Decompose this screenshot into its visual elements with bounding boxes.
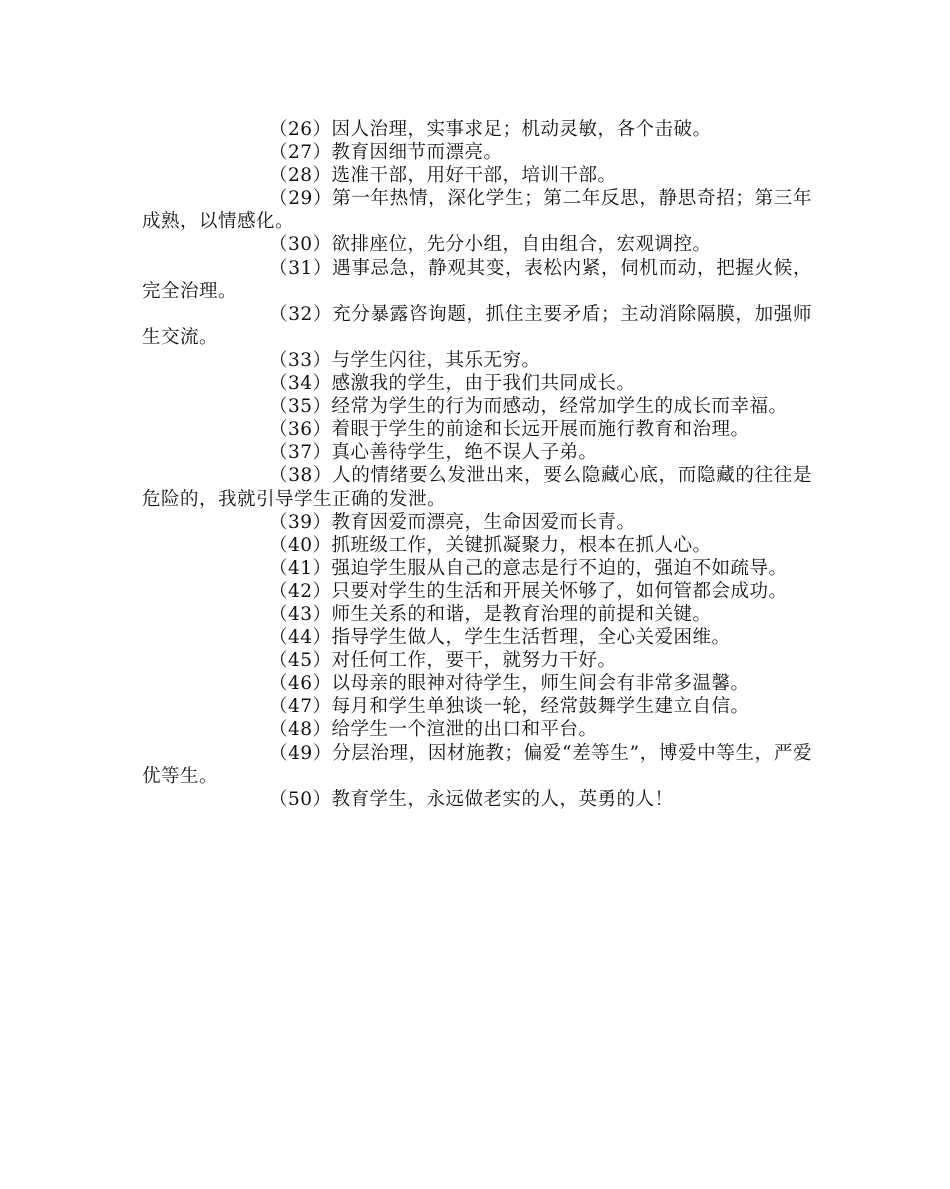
list-item-36: （36）着眼于学生的前途和长远开展而施行教育和治理。 bbox=[269, 419, 750, 441]
list-item-27: （27）教育因细节而漂亮。 bbox=[269, 142, 503, 164]
list-item-37: （37）真心善待学生，绝不误人子弟。 bbox=[269, 442, 598, 464]
list-item-50: （50）教育学生，永远做老实的人，英勇的人！ bbox=[269, 788, 674, 810]
list-item-47: （47）每月和学生单独谈一轮，经常鼓舞学生建立自信。 bbox=[269, 696, 750, 718]
list-item-38: （38）人的情绪要么发泄出来，要么隐藏心底，而隐藏的往往是危险的，我就引导学生正确的发泄。 bbox=[142, 465, 812, 510]
list-item-40: （40）抓班级工作，关键抓凝聚力，根本在抓人心。 bbox=[269, 534, 712, 556]
list-item-26: （26）因人治理，实事求足；机动灵敏，各个击破。 bbox=[269, 119, 712, 140]
list-item-32: （32）充分暴露咨询题，抓住主要矛盾；主动消除隔膜，加强师生交流。 bbox=[142, 303, 812, 348]
list-item-30: （30）欲排座位，先分小组，自由组合，宏观调控。 bbox=[269, 234, 712, 256]
list-item-35: （35）经常为学生的行为而感动，经常加学生的成长而幸福。 bbox=[269, 396, 788, 418]
list-item-46: （46）以母亲的眼神对待学生，师生间会有非常多温馨。 bbox=[269, 673, 750, 695]
list-item-49: （49）分层治理，因材施教；偏爱“差等生”，博爱中等生，严爱优等生。 bbox=[142, 742, 812, 787]
list-item-28: （28）选准干部，用好干部，培训干部。 bbox=[269, 165, 617, 187]
list-item-43: （43）师生关系的和谐，是教育治理的前提和关键。 bbox=[269, 603, 712, 625]
list-item-42: （42）只要对学生的生活和开展关怀够了，如何管都会成功。 bbox=[269, 580, 788, 602]
list-item-45: （45）对任何工作，要干，就努力干好。 bbox=[269, 650, 617, 672]
list-item-31: （31）遇事忌急，静观其变，表松内紧，伺机而动，把握火候，完全治理。 bbox=[142, 257, 812, 302]
list-item-33: （33）与学生闪往，其乐无穷。 bbox=[269, 349, 541, 371]
list-item-29: （29）第一年热情，深化学生；第二年反思，静思奇招；第三年成熟，以情感化。 bbox=[142, 188, 812, 233]
list-item-41: （41）强迫学生服从自己的意志是行不迫的，强迫不如疏导。 bbox=[269, 557, 788, 579]
list-item-44: （44）指导学生做人，学生生活哲理，全心关爱困维。 bbox=[269, 627, 731, 649]
document-body bbox=[142, 118, 812, 811]
list-item-39: （39）教育因爱而漂亮，生命因爱而长青。 bbox=[269, 511, 636, 533]
list-item-48: （48）给学生一个渲泄的出口和平台。 bbox=[269, 719, 598, 741]
list-item-34: （34）感激我的学生，由于我们共同成长。 bbox=[269, 373, 636, 395]
